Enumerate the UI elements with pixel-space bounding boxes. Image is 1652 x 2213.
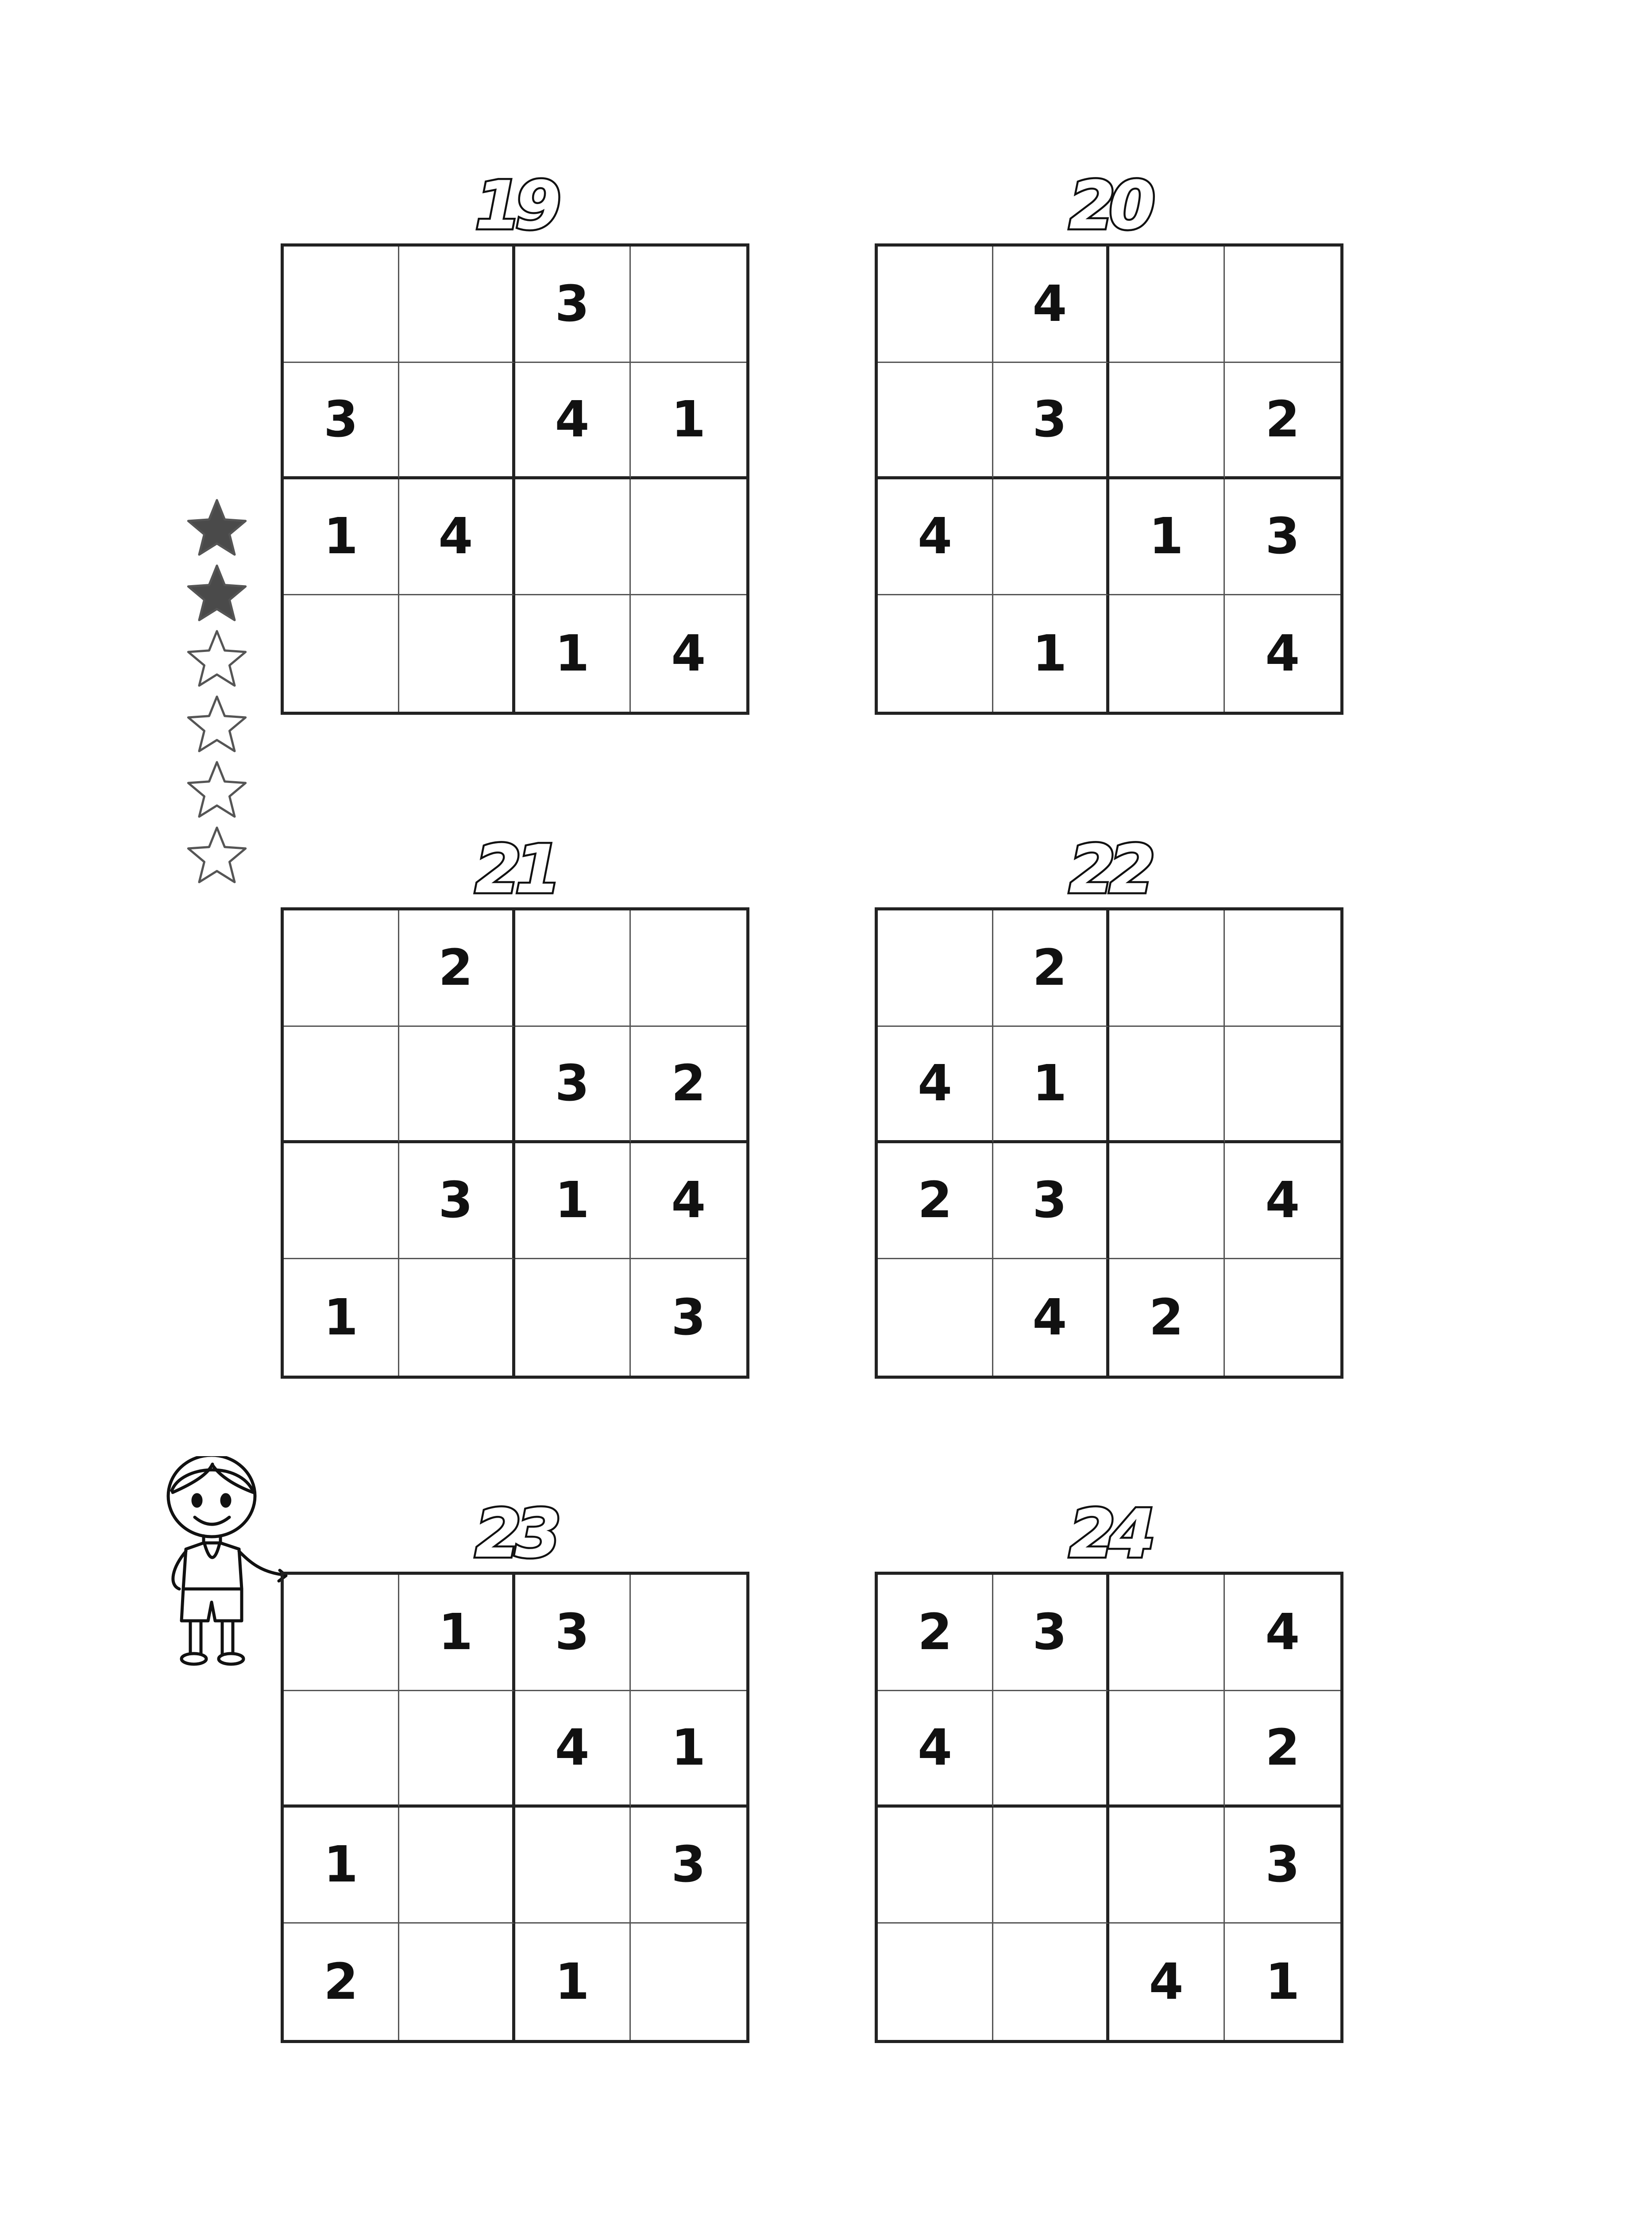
empty-cell[interactable] [878,1808,993,1924]
puzzle-number: 22 [1069,831,1149,908]
empty-star-icon [181,692,252,758]
filled-star-icon [181,561,252,627]
empty-cell[interactable] [284,247,399,363]
given-cell: 1 [284,1259,399,1376]
given-cell: 3 [399,1143,515,1260]
puzzle-24 [875,1496,1343,2043]
given-cell: 2 [993,910,1109,1027]
puzzle-21 [281,832,749,1379]
difficulty-rating [181,496,252,889]
empty-cell[interactable] [1225,910,1340,1027]
given-cell: 3 [1225,1808,1340,1924]
empty-cell[interactable] [399,1027,515,1143]
empty-cell[interactable] [878,595,993,712]
empty-cell[interactable] [399,1924,515,2040]
given-cell: 2 [878,1143,993,1260]
empty-cell[interactable] [399,1259,515,1376]
given-cell: 1 [515,1924,631,2040]
empty-cell[interactable] [1109,363,1225,479]
empty-cell[interactable] [993,1691,1109,1808]
empty-cell[interactable] [631,1575,746,1691]
puzzle-19 [281,168,749,715]
given-cell: 2 [631,1027,746,1143]
given-cell: 4 [515,1691,631,1808]
given-cell: 4 [1225,1575,1340,1691]
empty-cell[interactable] [284,910,399,1027]
given-cell: 2 [1109,1259,1225,1376]
given-cell: 2 [1225,1691,1340,1808]
sudoku-grid [875,243,1343,715]
given-cell: 1 [399,1575,515,1691]
empty-cell[interactable] [1109,1027,1225,1143]
empty-cell[interactable] [1109,910,1225,1027]
empty-cell[interactable] [878,910,993,1027]
puzzle-23 [281,1496,749,2043]
given-cell: 4 [399,479,515,596]
empty-cell[interactable] [284,595,399,712]
given-cell: 1 [631,363,746,479]
given-cell: 4 [671,625,706,682]
empty-cell[interactable] [399,363,515,479]
given-cell: 2 [1225,363,1340,479]
empty-cell[interactable] [993,1924,1109,2040]
empty-cell[interactable] [878,247,993,363]
given-cell: 2 [399,910,515,1027]
empty-star-icon [181,627,252,692]
empty-cell[interactable] [878,1259,993,1376]
puzzle-22 [875,832,1343,1379]
given-cell: 1 [1109,479,1225,596]
given-cell: 4 [878,1027,993,1143]
puzzle-number: 24 [1069,1496,1149,1573]
empty-cell[interactable] [1109,1143,1225,1260]
given-cell: 3 [993,1575,1109,1691]
given-cell: 4 [1109,1924,1225,2040]
empty-cell[interactable] [515,479,631,596]
empty-cell[interactable] [1109,1575,1225,1691]
given-cell: 4 [1225,1143,1340,1260]
given-cell: 2 [284,1924,399,2040]
empty-cell[interactable] [399,1691,515,1808]
empty-cell[interactable] [1109,1808,1225,1924]
empty-cell[interactable] [284,1575,399,1691]
empty-cell[interactable] [515,910,631,1027]
given-cell: 1 [993,1027,1109,1143]
given-cell: 1 [284,479,399,596]
empty-star-icon [181,758,252,823]
given-cell: 3 [515,1575,631,1691]
sudoku-grid [281,907,749,1379]
stick-figure-child-icon [155,1456,288,1677]
empty-cell[interactable] [1109,1691,1225,1808]
empty-cell[interactable] [631,247,746,363]
empty-cell[interactable] [1225,1027,1340,1143]
empty-cell[interactable] [1225,1259,1340,1376]
given-cell: 1 [993,595,1109,712]
empty-cell[interactable] [399,247,515,363]
given-cell: 3 [993,1143,1109,1260]
empty-cell[interactable] [878,1924,993,2040]
puzzle-number: 21 [475,831,555,908]
given-cell: 1 [515,595,631,712]
empty-cell[interactable] [1109,595,1225,712]
sudoku-grid [281,1572,749,2043]
given-cell: 3 [631,1808,746,1924]
empty-cell[interactable] [878,363,993,479]
given-cell: 1 [284,1808,399,1924]
puzzle-number: 20 [1069,167,1149,244]
given-cell: 3 [515,247,631,363]
given-cell: 4 [631,1143,746,1260]
empty-cell[interactable] [515,1259,631,1376]
sudoku-grid [875,907,1343,1379]
given-cell: 3 [515,1027,631,1143]
empty-cell[interactable] [515,1808,631,1924]
empty-cell[interactable] [399,1808,515,1924]
given-cell: 4 [993,1259,1109,1376]
puzzle-20 [875,168,1343,715]
filled-star-icon [181,496,252,561]
empty-cell[interactable] [1225,247,1340,363]
empty-cell[interactable] [284,1027,399,1143]
puzzle-number: 23 [475,1496,555,1573]
empty-cell[interactable] [284,1691,399,1808]
given-cell: 4 [993,247,1109,363]
empty-cell[interactable] [631,1924,746,2040]
given-cell: 1 [515,1143,631,1260]
puzzle-number: 19 [475,167,555,244]
given-cell: 4 [515,363,631,479]
given-cell: 1 [1265,1953,1300,2011]
given-cell: 1 [631,1691,746,1808]
given-cell: 3 [671,1288,706,1346]
given-cell: 3 [1225,479,1340,596]
sudoku-grid [875,1572,1343,2043]
empty-cell[interactable] [993,1808,1109,1924]
sudoku-grid [281,243,749,715]
empty-star-icon [181,823,252,889]
given-cell: 3 [993,363,1109,479]
empty-cell[interactable] [284,1143,399,1260]
empty-cell[interactable] [993,479,1109,596]
empty-cell[interactable] [1109,247,1225,363]
given-cell: 3 [284,363,399,479]
given-cell: 4 [1265,625,1300,682]
given-cell: 4 [878,1691,993,1808]
empty-cell[interactable] [631,910,746,1027]
given-cell: 2 [878,1575,993,1691]
given-cell: 4 [878,479,993,596]
empty-cell[interactable] [631,479,746,596]
empty-cell[interactable] [399,595,515,712]
